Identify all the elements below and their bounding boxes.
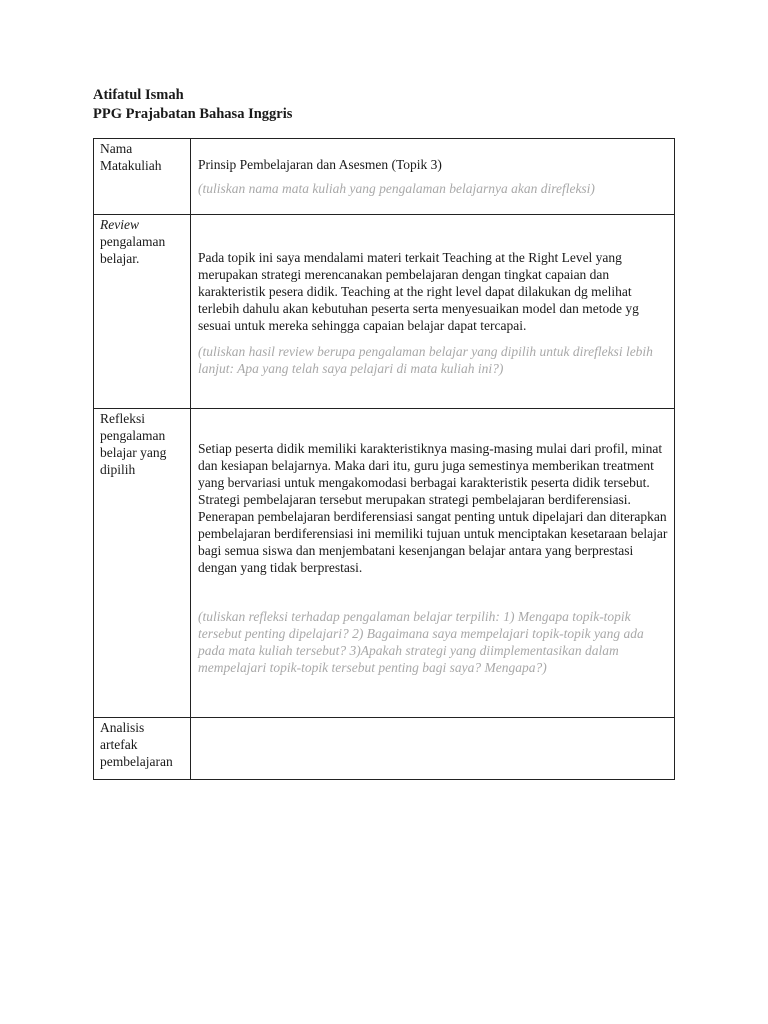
- review-text: Pada topik ini saya mendalami materi terkait Teaching at the Right Level yang merupakan strategi merencanakan pembelajaran dengan tingkat capaian dan karakteristik pesera didik. Teaching at the right level dapat dilakukan dg melihat terlebih dahulu akan kebutuhan peserta serta menyesuaikan model dan metode yg sesuai untuk mereka sehingga capaian belajar dapat tercapai.: [198, 250, 639, 333]
- row-label-cell: [94, 718, 191, 780]
- row-label-cell: [94, 409, 191, 718]
- review-hint: (tuliskan hasil review berupa pengalaman belajar yang dipilih untuk direfleksi lebih lanjut: Apa yang telah saya pelajari di mata kuliah ini?): [198, 344, 653, 376]
- row-content-cell[interactable]: [191, 409, 675, 718]
- row-label: Analisis artefak pembelajaran: [100, 720, 173, 769]
- row-content-cell[interactable]: [191, 718, 675, 780]
- course-name: Prinsip Pembelajaran dan Asesmen (Topik 3): [198, 157, 442, 172]
- row-label: Nama Matakuliah: [100, 141, 162, 173]
- table-row: [94, 139, 675, 215]
- reflection-table: [93, 138, 675, 780]
- row-label: Refleksi pengalaman belajar yang dipilih: [100, 411, 167, 477]
- row-label-italic: Review: [100, 217, 139, 232]
- row-label: pengalaman belajar.: [100, 234, 166, 266]
- program-name: PPG Prajabatan Bahasa Inggris: [93, 106, 293, 122]
- row-content-cell[interactable]: [191, 139, 675, 215]
- row-label-cell: [94, 215, 191, 409]
- course-hint: (tuliskan nama mata kuliah yang pengalaman belajarnya akan direfleksi): [198, 181, 595, 196]
- table-row: [94, 215, 675, 409]
- reflection-text: Setiap peserta didik memiliki karakteristiknya masing-masing mulai dari profil, minat dan kesiapan belajarnya. Maka dari itu, guru juga semestinya memberikan treatment yang bervariasi untuk mengakomodasi berbagai karakteristik peserta didik tersebut. Strategi pembelajaran tersebut merupakan strategi pembelajaran berdiferensiasi. Penerapan pembelajaran berdiferensiasi sangat penting untuk dipelajari dan diterapkan pembelajaran berdiferensiasi ini memiliki tujuan untuk menciptakan kesetaraan belajar bagi semua siswa dan menjembatani kesenjangan belajar antara yang berprestasi dengan yang tidak berprestasi.: [198, 441, 668, 575]
- table-row: [94, 718, 675, 780]
- row-label-cell: [94, 139, 191, 215]
- reflection-hint: (tuliskan refleksi terhadap pengalaman belajar terpilih: 1) Mengapa topik-topik tersebut penting dipelajari? 2) Bagaimana saya mempelajari topik-topik yang ada pada mata kuliah tersebut? 3)Apakah strategi yang diimplementasikan dalam mempelajari topik-topik tersebut penting bagi saya? Mengapa?): [198, 609, 644, 675]
- row-content-cell[interactable]: [191, 215, 675, 409]
- table-row: [94, 409, 675, 718]
- author-name: Atifatul Ismah: [93, 87, 184, 103]
- document-header: [93, 86, 292, 124]
